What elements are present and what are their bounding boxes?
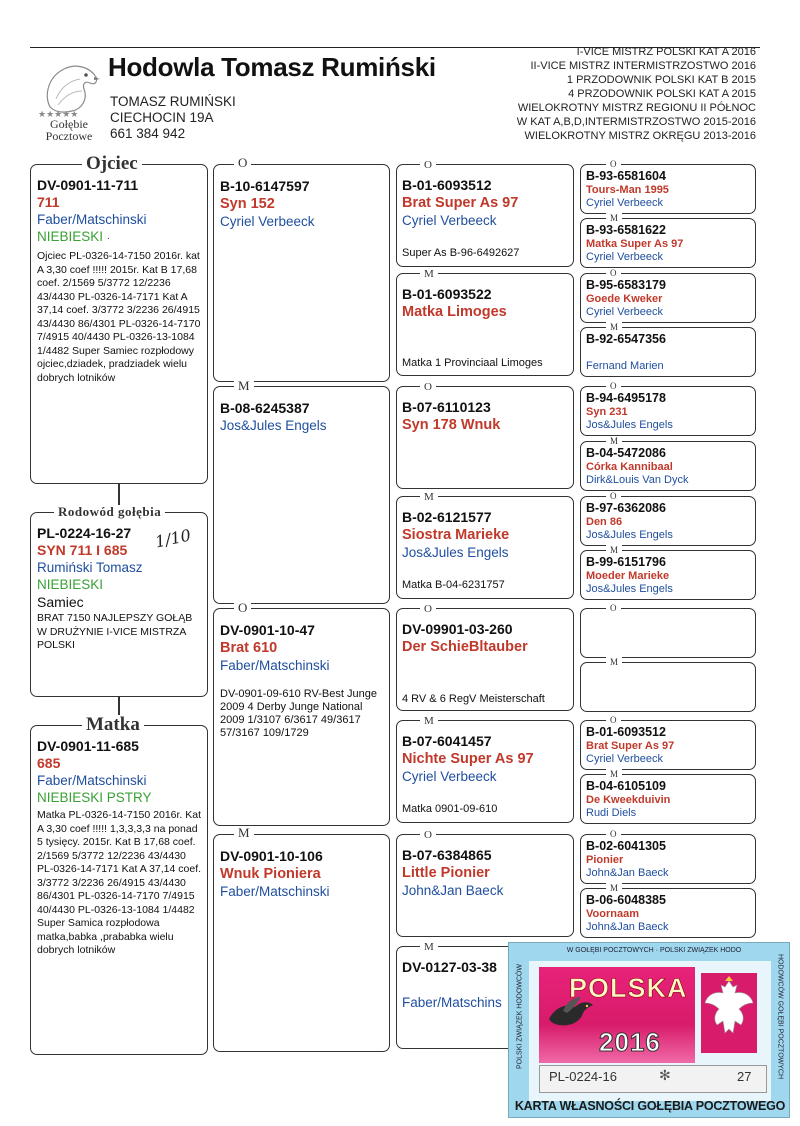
father-notes: Ojciec PL-0326-14-7150 2016r. kat A 3,30 coef !!!!! 2015r. Kat B 17,68 coef. 2/1569 5/3772 12/2236 43/4430 PL-0326-14-7171 Kat A 37,14 coef. 3/3772 3/2236 26/4915 43/4430 86/4301 PL-0326-14-7170 7/4915 40/4430 PL-0326-13-1084 1/4482 Super Samiec rozpłodowy ojciec,dziadek, pradziadek wielu dobrych lotników <box>37 250 201 384</box>
gen3-card <box>396 273 574 376</box>
gen3-card <box>396 164 574 267</box>
granddam-card <box>213 834 390 1052</box>
sex-label-m: M <box>420 940 438 954</box>
owner-name: TOMASZ RUMIŃSKI <box>110 94 236 109</box>
pigeon-ring: DV-0127-03-38 <box>402 959 497 975</box>
gen4-card <box>580 720 756 770</box>
gen4-card <box>580 550 756 600</box>
pigeon-breeder: Cyriel Verbeeck <box>586 306 664 318</box>
father-label: Ojciec <box>82 154 142 174</box>
pigeon-ring: B-01-6093512 <box>402 177 492 193</box>
pigeon-name: Brat Super As 97 <box>402 195 519 211</box>
pigeon-notes: Matka 1 Provinciaal Limoges <box>402 357 543 369</box>
pigeon-name: Nichte Super As 97 <box>402 751 534 767</box>
pigeon-name: Brat Super As 97 <box>586 740 675 752</box>
pigeon-ring: B-93-6581622 <box>586 223 666 237</box>
pigeon-name: Tours-Man 1995 <box>586 184 669 196</box>
svg-text:★★★★★: ★★★★★ <box>38 109 79 119</box>
subject-color: NIEBIESKI <box>37 577 104 592</box>
gen4-card <box>580 774 756 824</box>
pigeon-breeder: Jos&Jules Engels <box>402 545 509 560</box>
pigeon-ring: DV-0901-10-106 <box>220 848 323 864</box>
father-ring: DV-0901-11-711 <box>37 177 139 193</box>
awards-list <box>517 45 756 143</box>
pigeon-ring: B-06-6048385 <box>586 893 666 907</box>
grandsire-card <box>213 164 390 382</box>
pigeon-ring: B-99-6151796 <box>586 555 666 569</box>
pigeon-notes: Super As B-96-6492627 <box>402 247 520 259</box>
gen4-card <box>580 164 756 214</box>
pigeon-ring: B-04-5472086 <box>586 446 666 460</box>
sex-label-m: M <box>606 883 622 893</box>
subject-card <box>30 512 208 697</box>
pigeon-ring: B-10-6147597 <box>220 178 310 194</box>
gen4-card <box>580 386 756 436</box>
father-color: NIEBIESKI · <box>37 229 111 244</box>
pigeon-ring: B-94-6495178 <box>586 391 666 405</box>
gen4-card <box>580 218 756 268</box>
pigeon-breeder: Cyriel Verbeeck <box>402 769 497 784</box>
pigeon-ring: B-04-6105109 <box>586 779 666 793</box>
gen4-card <box>580 496 756 546</box>
owner-city: CIECHOCIN 19A <box>110 110 214 125</box>
sex-label-o: O <box>420 828 436 842</box>
pigeon-name: Syn 231 <box>586 406 628 418</box>
subject-sex: Samiec <box>37 594 84 610</box>
sex-label-m: M <box>606 436 622 446</box>
pigeon-breeder: Cyriel Verbeeck <box>402 213 497 228</box>
sex-label-o: O <box>420 380 436 394</box>
pigeon-notes: DV-0901-09-610 RV-Best Junge 2009 4 Derby Junge National 2009 1/3107 6/3617 49/3617 57/3167 109/1729 <box>220 688 377 739</box>
logo-caption: Gołębie Pocztowe <box>45 117 93 143</box>
subject-name: SYN 711 I 685 <box>37 542 128 558</box>
pigeon-ring: B-97-6362086 <box>586 501 666 515</box>
subject-ring: PL-0224-16-27 <box>37 525 132 541</box>
pigeon-name: Moeder Marieke <box>586 570 670 582</box>
pigeon-ring: B-07-6110123 <box>402 399 491 415</box>
owner-info <box>110 94 236 142</box>
sex-label-o: O <box>234 156 251 170</box>
pigeon-name: Córka Kannibaal <box>586 461 673 473</box>
pigeon-breeder: Dirk&Louis Van Dyck <box>586 474 689 486</box>
pigeon-breeder: Cyriel Verbeeck <box>220 214 315 229</box>
gen4-card <box>580 273 756 323</box>
granddam-card <box>213 386 390 604</box>
award-line: W KAT A,B,D,INTERMISTRZOSTWO 2015-2016 <box>516 116 756 128</box>
pigeon-breeder: Jos&Jules Engels <box>586 529 673 541</box>
stamp-left-text: POLSKI ZWIĄZEK HODOWCÓW <box>516 964 524 1070</box>
pigeon-name: Goede Kweker <box>586 293 663 305</box>
mother-notes: Matka PL-0326-14-7150 2016r. Kat A 3,30 coef !!!!! 1,3,3,3,3 na ponad 5 tysięcy. 2015r. Kat B 17,68 coef. 2/1569 5/3772 12/2236 43/4430 PL-0326-14-7171 Kat A 37,14 coef. 3/3772 3/2236 26/4915 43/4430 86/4301 PL-0326-14-7170 7/4915 40/4430 PL-0326-13-1084 1/4482 Super Samica rozpłodowa matka,babka ,prababka wielu dobrych lotników <box>37 809 202 956</box>
sex-label-o: O <box>606 715 621 725</box>
pigeon-breeder: Faber/Matschins <box>402 995 502 1010</box>
sex-label-m: M <box>606 769 622 779</box>
stamp-country: POLSKA <box>569 973 688 1003</box>
stamp-top-text: W GOŁĘBI POCZTOWYCH · POLSKI ZWIĄZEK HODO <box>566 947 742 954</box>
sex-label-o: O <box>606 603 621 613</box>
pigeon-breeder: John&Jan Baeck <box>586 867 669 879</box>
pigeon-name: Pionier <box>586 854 624 866</box>
sex-label-m: M <box>606 213 622 223</box>
sex-label-m: M <box>420 490 438 504</box>
stamp-year: 2016 <box>599 1027 661 1057</box>
asterisk-icon: ✻ <box>659 1067 671 1083</box>
pigeon-breeder: Cyriel Verbeeck <box>586 197 664 209</box>
pigeon-name: De Kweekduivin <box>586 794 671 806</box>
pigeon-ring: B-01-6093522 <box>402 286 492 302</box>
gen3-card <box>396 608 574 711</box>
mother-card <box>30 725 208 1055</box>
award-line: 1 PRZODOWNIK POLSKI KAT B 2015 <box>566 74 756 86</box>
pigeon-name: Syn 152 <box>220 196 275 212</box>
gen4-card-empty <box>580 662 756 712</box>
sex-label-m: M <box>234 379 254 393</box>
pigeon-notes: Matka B-04-6231757 <box>402 579 505 591</box>
mother-breeder: Faber/Matschinski <box>37 773 147 788</box>
pigeon-ring: DV-09901-03-260 <box>402 621 513 637</box>
subject-notes: BRAT 7150 NAJLEPSZY GOŁĄB W DRUŻYNIE I-VICE MISTRZA POLSKI <box>37 612 193 651</box>
gen3-card <box>396 720 574 823</box>
pigeon-breeder: Jos&Jules Engels <box>220 418 327 433</box>
pigeon-name: Brat 610 <box>220 640 278 656</box>
award-line: II-VICE MISTRZ INTERMISTRZOSTWO 2016 <box>530 60 756 72</box>
pigeon-name: Syn 178 Wnuk <box>402 417 501 433</box>
pigeon-breeder: Faber/Matschinski <box>220 658 330 673</box>
owner-phone: 661 384 942 <box>110 126 186 141</box>
award-line: I-VICE MISTRZ POLSKI KAT A 2016 <box>576 46 756 58</box>
sex-label-o: O <box>606 829 621 839</box>
pigeon-name: Voornaam <box>586 908 639 920</box>
gen4-card <box>580 441 756 491</box>
pigeon-ring: B-07-6384865 <box>402 847 492 863</box>
mother-ring: DV-0901-11-685 <box>37 738 139 754</box>
pigeon-breeder: John&Jan Baeck <box>402 883 504 898</box>
sex-label-o: O <box>234 601 251 615</box>
gen4-card-empty <box>580 608 756 658</box>
mother-label: Matka <box>82 715 144 735</box>
pigeon-ring: B-01-6093512 <box>586 725 666 739</box>
pigeon-name: Matka Super As 97 <box>586 238 684 250</box>
pigeon-ring: B-02-6121577 <box>402 509 492 525</box>
pigeon-breeder: John&Jan Baeck <box>586 921 669 933</box>
stamp-right-text: HODOWCÓW GOŁĘBI POCZTOWYCH <box>776 953 784 1080</box>
pigeon-breeder: Cyriel Verbeeck <box>586 251 664 263</box>
sex-label-m: M <box>606 322 622 332</box>
pigeon-name: Matka Limoges <box>402 304 507 320</box>
sex-label-o: O <box>420 602 436 616</box>
sex-label-o: O <box>606 268 621 278</box>
mother-color: NIEBIESKI PSTRY <box>37 790 152 805</box>
award-line: WIELOKROTNY MISTRZ OKRĘGU 2013-2016 <box>524 130 756 142</box>
award-line: 4 PRZODOWNIK POLSKI KAT A 2015 <box>568 88 756 100</box>
sex-label-m: M <box>420 714 438 728</box>
father-breeder: Faber/Matschinski <box>37 212 147 227</box>
stamp-ring-number: PL-0224-16 <box>549 1069 617 1084</box>
page-title: Hodowla Tomasz Rumiński <box>108 52 436 82</box>
sex-label-o: O <box>606 381 621 391</box>
ownership-stamp <box>508 942 790 1118</box>
handwritten-note: 1/10 <box>153 525 193 552</box>
pigeon-ring: DV-0901-10-47 <box>220 622 315 638</box>
pigeon-ring: B-95-6583179 <box>586 278 666 292</box>
pigeon-name: Wnuk Pioniera <box>220 866 321 882</box>
sex-label-m: M <box>606 545 622 555</box>
gen4-card <box>580 834 756 884</box>
sex-label-m: M <box>606 657 622 667</box>
pigeon-notes: 4 RV & 6 RegV Meisterschaft <box>402 693 545 705</box>
sex-label-m: M <box>234 826 254 840</box>
pigeon-notes: Matka 0901-09-610 <box>402 803 498 815</box>
pigeon-name: Little Pionier <box>402 865 490 881</box>
sex-label-m: M <box>420 267 438 281</box>
gen3-card <box>396 834 574 937</box>
pigeon-name: Siostra Marieke <box>402 527 510 543</box>
subject-breeder: Rumiński Tomasz <box>37 560 143 575</box>
mother-name: 685 <box>37 755 61 771</box>
pigeon-ring: B-93-6581604 <box>586 169 666 183</box>
pigeon-name: Den 86 <box>586 516 623 528</box>
pigeon-ring: B-08-6245387 <box>220 400 310 416</box>
grandsire-card <box>213 608 390 826</box>
pigeon-breeder: Rudi Diels <box>586 807 637 819</box>
pigeon-breeder: Jos&Jules Engels <box>586 419 673 431</box>
pigeon-ring: B-07-6041457 <box>402 733 492 749</box>
gen4-card <box>580 327 756 377</box>
gen4-card <box>580 888 756 938</box>
award-line: WIELOKROTNY MISTRZ REGIONU II PÓŁNOC <box>517 102 756 114</box>
pigeon-breeder: Jos&Jules Engels <box>586 583 673 595</box>
polish-eagle-icon <box>701 973 757 1053</box>
pigeon-ring: B-92-6547356 <box>586 332 666 346</box>
gen3-card <box>396 496 574 599</box>
sex-label-o: O <box>606 491 621 501</box>
stamp-serial: 27 <box>737 1069 752 1084</box>
gen3-card <box>396 386 574 489</box>
sex-label-o: O <box>606 159 621 169</box>
pigeon-breeder: Cyriel Verbeeck <box>586 753 664 765</box>
stamp-caption: KARTA WŁASNOŚCI GOŁĘBIA POCZTOWEGO <box>514 1099 786 1113</box>
pigeon-name: Der SchieBltauber <box>402 639 528 655</box>
sex-label-o: O <box>420 158 436 172</box>
father-card <box>30 164 208 484</box>
pigeon-ring: B-02-6041305 <box>586 839 666 853</box>
pedigree-label: Rodowód gołębia <box>54 505 165 519</box>
pigeon-breeder: Faber/Matschinski <box>220 884 330 899</box>
pigeon-breeder: Fernand Marien <box>586 360 664 372</box>
father-name: 711 <box>37 194 60 210</box>
